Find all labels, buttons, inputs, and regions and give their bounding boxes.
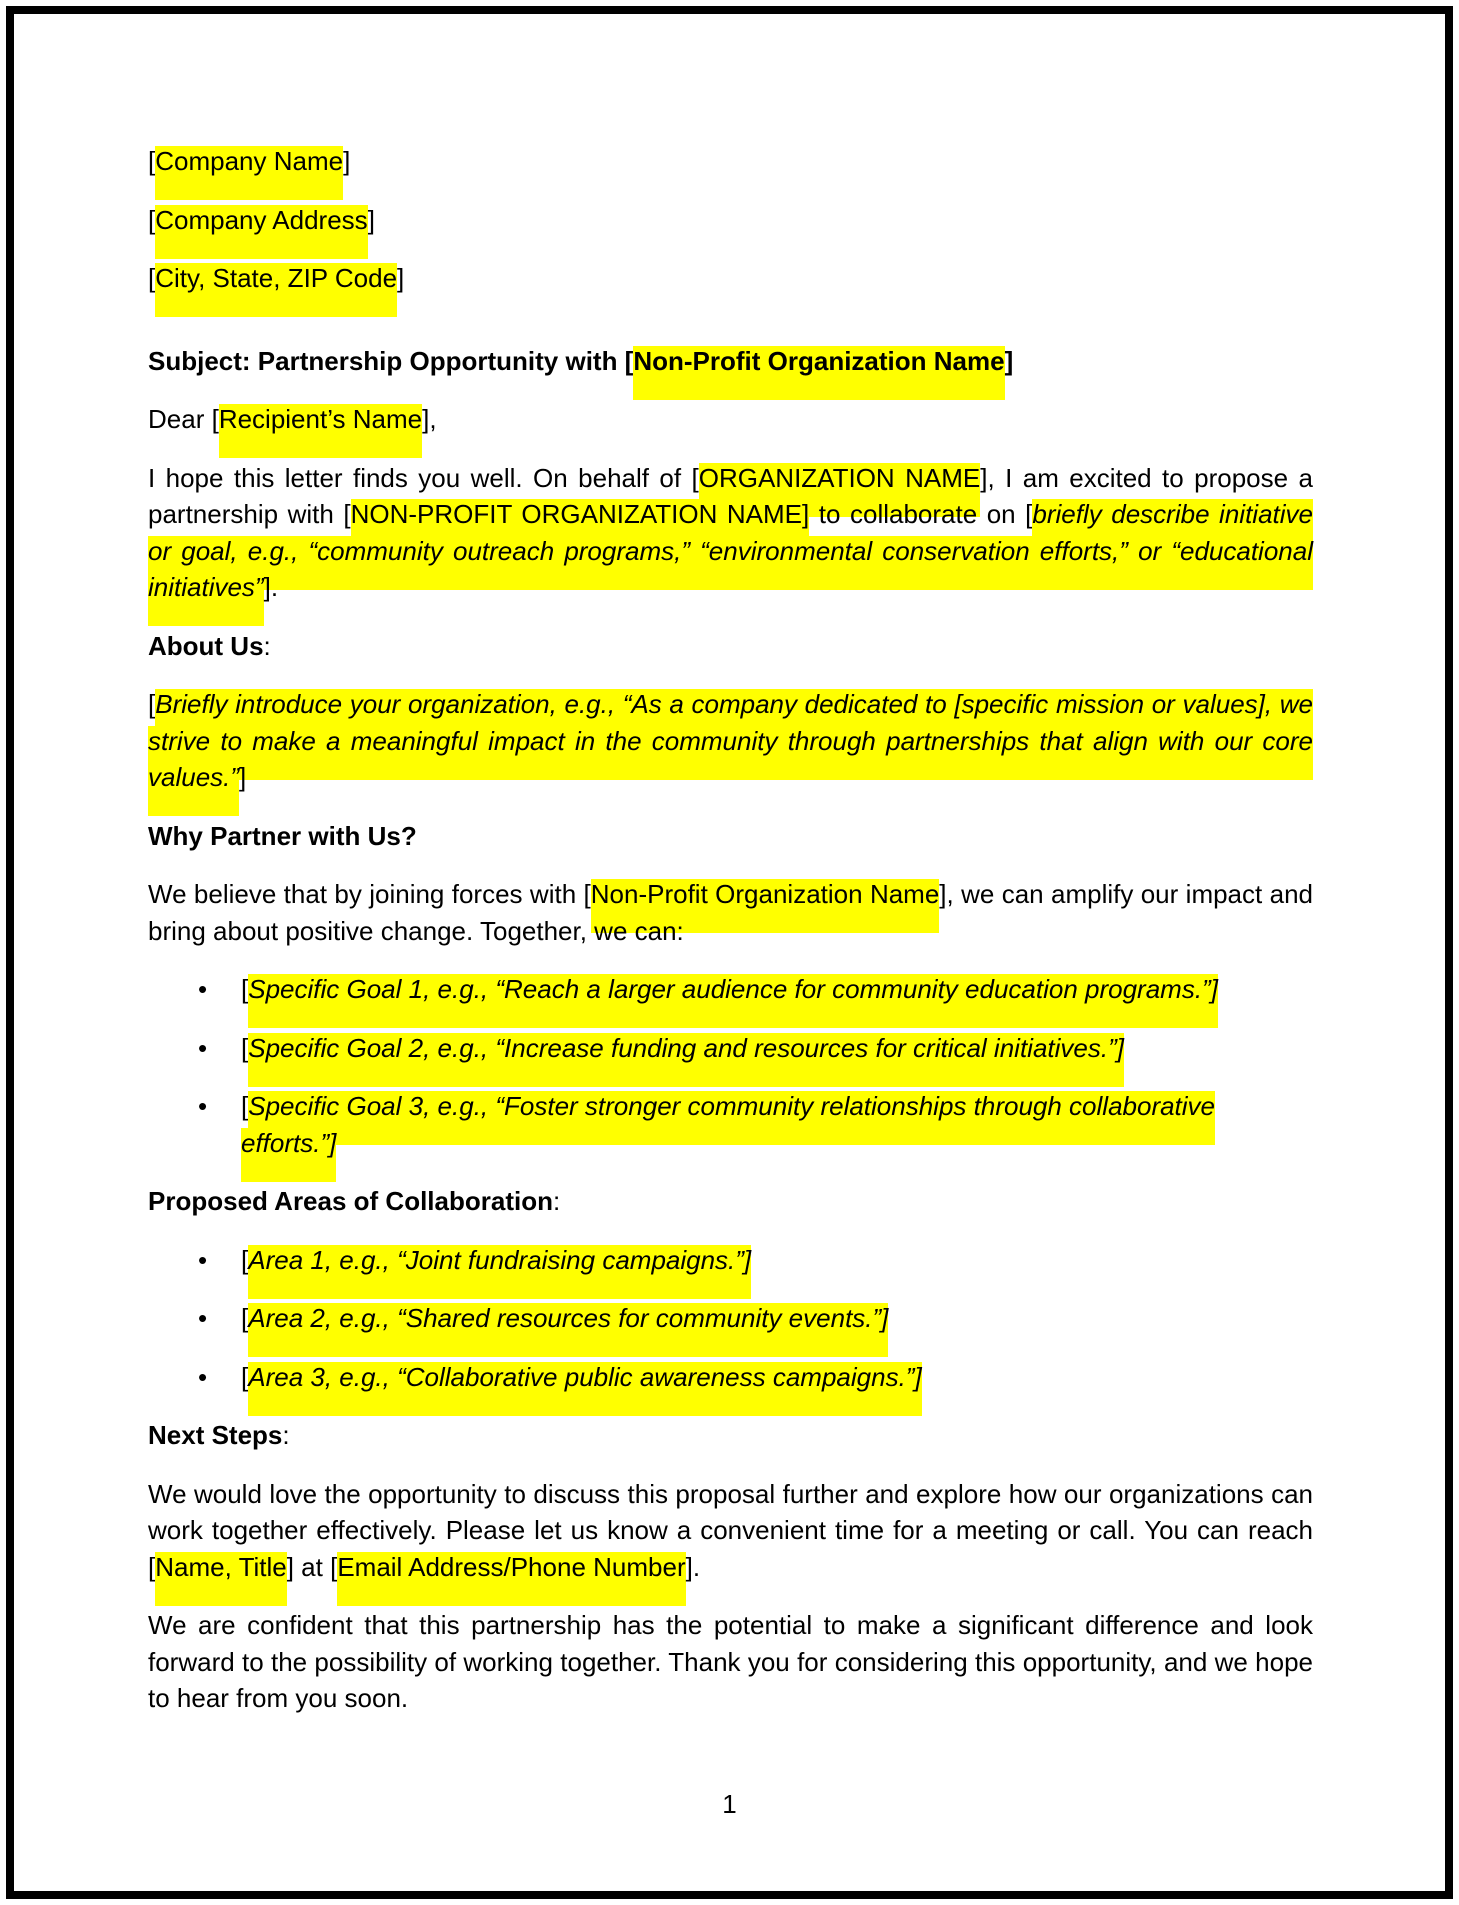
- heading-text: Proposed Areas of Collaboration: [148, 1186, 553, 1216]
- closing-paragraph: We are confident that this partnership has the potential to make a significant difference and look forward to the possibility of working together. Thank you for considering this opportunity, and we hope to hear from you soon.: [148, 1610, 1313, 1713]
- bracket: [: [241, 1091, 249, 1121]
- specific-goal-2-placeholder: Specific Goal 2, e.g., “Increase funding and resources for critical initiatives.”]: [248, 1033, 1124, 1087]
- specific-goal-1-placeholder: Specific Goal 1, e.g., “Reach a larger audience for community education programs.”]: [248, 974, 1218, 1028]
- recipient-name-placeholder: Recipient’s Name: [219, 404, 422, 458]
- bracket: ].: [685, 1551, 701, 1582]
- bullet-icon: •: [198, 1303, 208, 1333]
- heading-text: Next Steps: [148, 1420, 283, 1450]
- area-list-item: [148, 1300, 1313, 1337]
- nonprofit-org-name-placeholder: NON-PROFIT ORGANIZATION NAME]: [351, 499, 810, 553]
- specific-goal-3-placeholder: Specific Goal 3, e.g., “Foster stronger community relationships through collaborative efforts.”]: [241, 1091, 1215, 1182]
- body-text: ], we can amplify our impact and bring about positive change. Together, we can:: [148, 879, 1313, 946]
- company-address-placeholder: Company Address: [155, 205, 367, 259]
- initiative-description-placeholder: briefly describe initiative or goal, e.g., “community outreach programs,” “environmental conservation efforts,” or “educational initiatives”: [148, 499, 1313, 626]
- organization-intro-placeholder: Briefly introduce your organization, e.g., “As a company dedicated to [specific mission or values], we strive to make a meaningful impact in the community through partnerships that align with our core values.”: [148, 689, 1313, 816]
- next-steps-heading: [148, 1417, 1313, 1454]
- bracket: [: [241, 1361, 249, 1392]
- greeting-text: Dear [: [148, 404, 219, 434]
- colon: :: [282, 1420, 290, 1450]
- body-text: ] at [: [286, 1551, 338, 1582]
- area-3-placeholder: Area 3, e.g., “Collaborative public awareness campaigns.”]: [248, 1362, 921, 1416]
- about-us-heading: [148, 628, 1313, 665]
- contact-name-placeholder: Name, Title: [155, 1552, 287, 1606]
- goal-list-item: [148, 1088, 1313, 1161]
- document-page: [6, 6, 1453, 1899]
- company-address-line: [148, 202, 1313, 239]
- proposed-areas-heading: [148, 1183, 1313, 1220]
- about-us-paragraph: [148, 686, 1313, 796]
- bracket: [: [148, 263, 156, 293]
- bracket: [: [241, 1303, 249, 1333]
- area-2-placeholder: Area 2, e.g., “Shared resources for community events.”]: [248, 1303, 888, 1357]
- next-steps-paragraph: [148, 1476, 1313, 1586]
- goal-list-item: [148, 1030, 1313, 1067]
- intro-paragraph: [148, 460, 1313, 606]
- bracket: ]: [367, 204, 375, 235]
- greeting-line: [148, 401, 1313, 438]
- bracket: [: [241, 974, 249, 1004]
- bullet-icon: •: [198, 1091, 208, 1121]
- bullet-icon: •: [198, 974, 208, 1004]
- bracket: [: [148, 146, 156, 176]
- bracket: [: [241, 1244, 249, 1275]
- why-partner-paragraph: [148, 876, 1313, 949]
- area-list-item: [148, 1242, 1313, 1279]
- bracket: ]: [239, 762, 247, 792]
- company-name-placeholder: Company Name: [155, 146, 343, 200]
- nonprofit-name-placeholder: Non-Profit Organization Name: [633, 346, 1004, 400]
- nonprofit-name-placeholder: Non-Profit Organization Name: [591, 879, 940, 933]
- page-number: 1: [722, 1789, 737, 1819]
- subject-line: [148, 343, 1313, 380]
- bullet-icon: •: [198, 1244, 208, 1275]
- colon: :: [263, 630, 271, 661]
- bracket: [: [148, 204, 156, 235]
- company-name-line: [148, 143, 1313, 180]
- bracket: ]: [1004, 345, 1014, 376]
- colon: :: [552, 1186, 561, 1216]
- letter-body: [148, 143, 1313, 1739]
- contact-info-placeholder: Email Address/Phone Number: [337, 1552, 685, 1606]
- area-list-item: [148, 1359, 1313, 1396]
- bracket: ]: [343, 146, 351, 176]
- heading-text: About Us: [148, 630, 264, 661]
- bullet-icon: •: [198, 1032, 208, 1063]
- area-1-placeholder: Area 1, e.g., “Joint fundraising campaigns.”]: [248, 1245, 751, 1299]
- intro-text: ], I am excited to propose a partnership with [: [148, 462, 1313, 529]
- bracket: ]: [397, 263, 405, 293]
- bullet-icon: •: [198, 1361, 208, 1392]
- body-text: We would love the opportunity to discuss this proposal further and explore how our organizations can work together effectively. Please let us know a convenient time for a meeting or call. You can reach [: [148, 1478, 1313, 1582]
- city-state-zip-placeholder: City, State, ZIP Code: [155, 263, 397, 317]
- bracket: [: [148, 689, 156, 719]
- bracket: [: [241, 1032, 249, 1063]
- organization-name-placeholder: ORGANIZATION NAME: [699, 463, 981, 517]
- why-partner-heading: Why Partner with Us?: [148, 820, 417, 851]
- intro-text: to collaborate on [: [809, 499, 1033, 529]
- goal-list-item: [148, 971, 1313, 1008]
- bracket: ],: [422, 404, 437, 434]
- bracket: ].: [263, 572, 279, 602]
- body-text: We believe that by joining forces with [: [148, 879, 591, 909]
- subject-text: Subject: Partnership Opportunity with [: [148, 345, 634, 376]
- city-state-zip-line: [148, 260, 1313, 297]
- intro-text: I hope this letter finds you well. On behalf of [: [148, 462, 699, 493]
